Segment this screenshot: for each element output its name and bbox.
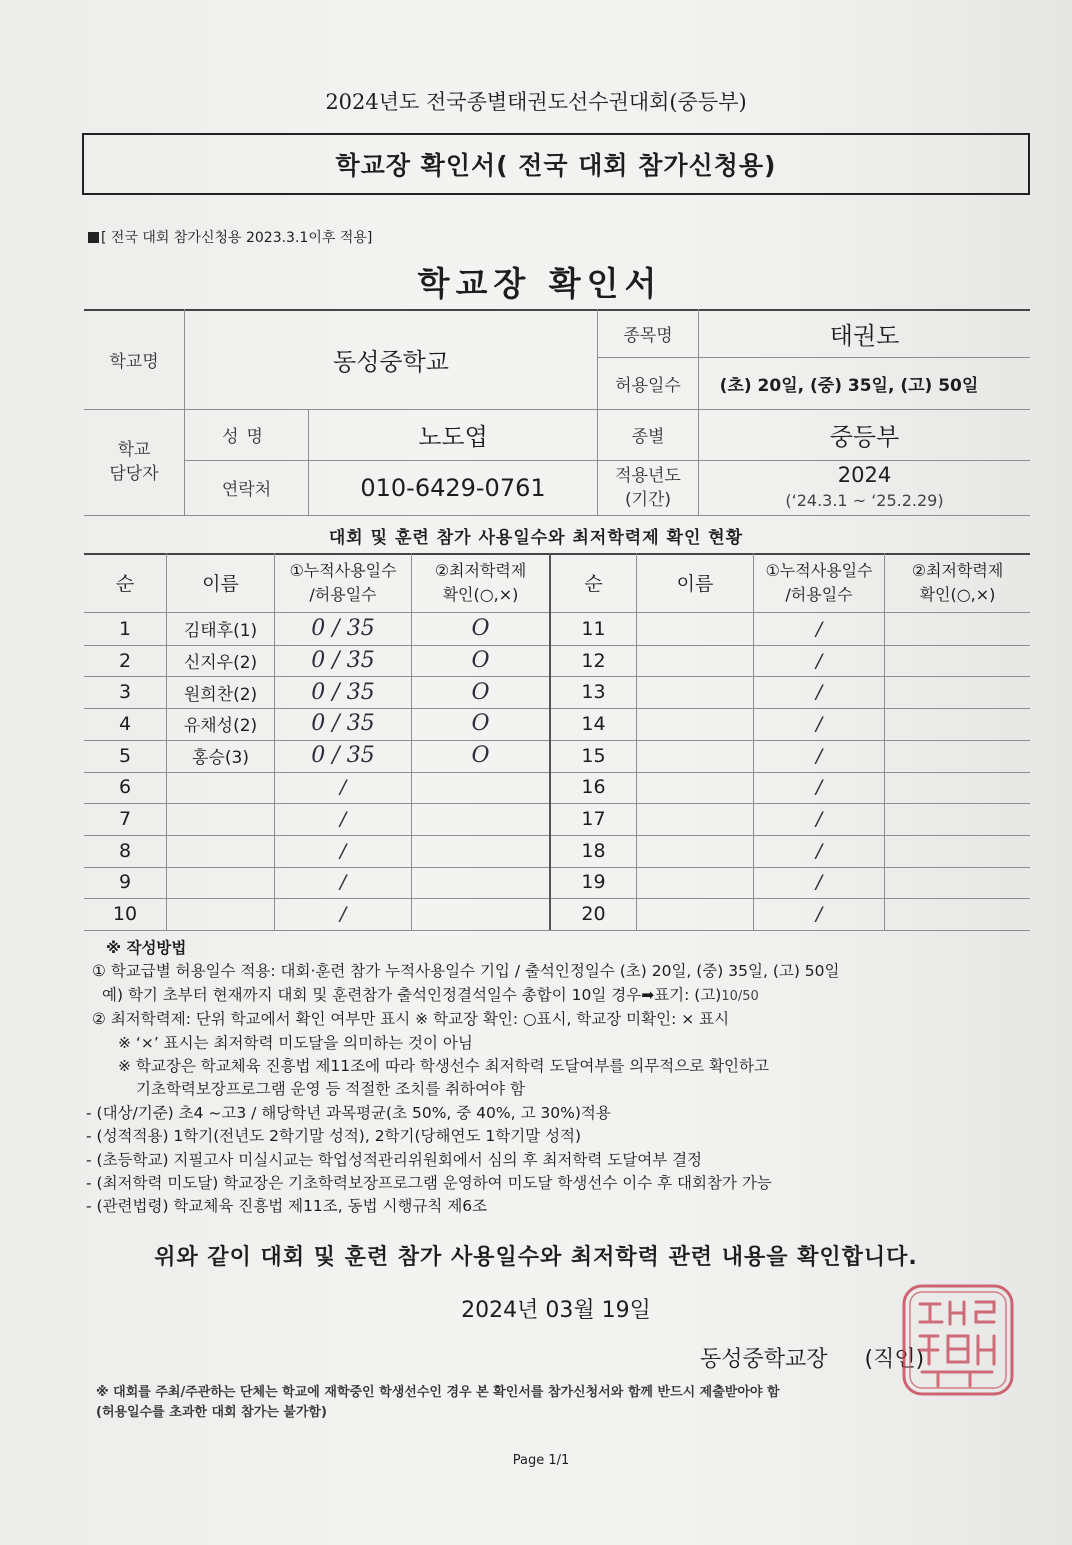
col-header-days-line2: /허용일수 <box>785 584 853 604</box>
row-number-left: 8 <box>118 839 132 862</box>
used-days-right: / <box>815 871 823 894</box>
applied-year: 2024 <box>837 462 892 487</box>
used-days-right: / <box>815 712 823 735</box>
athlete-name-right <box>637 867 753 899</box>
used-days-left: 0 / 35 <box>311 679 375 705</box>
note-line-1: ① 학교급별 허용일수 적용: 대회·훈련 참가 누적사용일수 기입 / 출석인정일수 (초) 20일, (중) 35일, (고) 50일 <box>92 962 840 981</box>
seal-mark-text: (직인) <box>864 1347 925 1372</box>
academic-check-right <box>885 676 1030 708</box>
form-title: 학교장 확인서( 전국 대회 참가신청용) <box>335 151 777 180</box>
division-label: 종별 <box>631 427 665 447</box>
allowed-days-label: 허용일수 <box>615 375 681 396</box>
contact-person-label-line1: 학교 <box>117 440 151 460</box>
used-days-right: / <box>815 808 823 831</box>
col-header-academic-line2: 확인(○,×) <box>919 584 996 604</box>
writing-instructions <box>86 937 1032 1219</box>
applied-year-label-line2: (기간) <box>624 489 672 510</box>
academic-check-right <box>885 740 1030 772</box>
applied-period: (‘24.3.1 ~ ‘25.2.29) <box>785 490 944 510</box>
academic-check-right <box>885 803 1030 835</box>
used-days-right: / <box>815 681 823 704</box>
row-number-left: 5 <box>118 744 132 767</box>
used-days-left: / <box>339 808 347 831</box>
confirmation-statement: 위와 같이 대회 및 훈련 참가 사용일수와 최저학력 관련 내용을 확인합니다. <box>154 1245 918 1270</box>
note-line-9: - (초등학교) 지필고사 미실시교는 학업성적관리위원회에서 심의 후 최저학력 도달여부 결정 <box>86 1150 703 1169</box>
used-days-right: / <box>815 617 823 640</box>
footer-note <box>96 1383 780 1423</box>
official-seal-stamp <box>898 1280 1018 1400</box>
event-name-value: 태권도 <box>829 321 900 350</box>
used-days-right: / <box>815 744 823 767</box>
row-number-left: 3 <box>118 681 132 704</box>
col-header-days-left <box>275 553 411 612</box>
row-number-right: 20 <box>581 903 606 926</box>
athlete-name-right <box>637 645 753 677</box>
applied-year-value <box>699 460 1030 515</box>
allowed-days-value: (초) 20일, (중) 35일, (고) 50일 <box>719 375 979 396</box>
academic-check-left: O <box>471 743 490 769</box>
athlete-name-right <box>637 803 753 835</box>
used-days-right: / <box>815 649 823 672</box>
applied-note-text: [ 전국 대회 참가신청용 2023.3.1이후 적용] <box>101 230 373 246</box>
page-number: Page 1/1 <box>512 1453 570 1468</box>
used-days-left: 0 / 35 <box>311 648 375 674</box>
applied-note <box>88 227 372 247</box>
contact-person-label-line2: 담당자 <box>109 464 159 484</box>
academic-check-right <box>885 898 1030 930</box>
row-number-right: 19 <box>581 871 606 894</box>
col-header-no-right: 순 <box>584 573 603 595</box>
athlete-name-left: 원희찬(2) <box>183 684 258 705</box>
used-days-left: / <box>339 839 347 862</box>
note-line-3: ② 최저학력제: 단위 학교에서 확인 여부만 표시 ※ 학교장 확인: ○표시, 학교장 미확인: × 표시 <box>92 1010 730 1029</box>
used-days-left: 0 / 35 <box>311 743 375 769</box>
row-number-left: 2 <box>118 649 132 672</box>
issue-date: 2024년 03월 19일 <box>461 1298 651 1323</box>
academic-check-left <box>412 772 549 804</box>
note-line-11: - (관련법령) 학교체육 진흥법 제11조, 동법 시행규칙 제6조 <box>86 1197 488 1216</box>
used-days-right: / <box>815 776 823 799</box>
athlete-name-right <box>637 708 753 740</box>
applied-year-label <box>598 460 698 515</box>
note-line-2-example: 10/50 <box>721 988 759 1004</box>
row-number-right: 11 <box>581 617 606 640</box>
used-days-right: / <box>815 839 823 862</box>
applied-year-label-line1: 적용년도 <box>615 465 681 486</box>
row-number-right: 18 <box>581 839 606 862</box>
row-number-left: 10 <box>112 903 138 926</box>
person-name-label: 성명 <box>222 427 271 447</box>
note-line-5: ※ 학교장은 학교체육 진흥법 제11조에 따라 학생선수 최저학력 도달여부를 의무적으로 확인하고 <box>118 1057 769 1076</box>
col-header-days-right <box>754 553 884 612</box>
athlete-name-left: 김태후(1) <box>183 621 258 642</box>
academic-check-left: O <box>471 711 490 737</box>
academic-check-right <box>885 772 1030 804</box>
row-number-right: 13 <box>581 681 606 704</box>
row-number-right: 12 <box>581 649 606 672</box>
phone-value: 010-6429-0761 <box>360 473 546 502</box>
col-header-days-line1: ①누적사용일수 <box>289 560 397 580</box>
phone-label: 연락처 <box>221 480 272 500</box>
col-header-academic-line2: 확인(○,×) <box>442 584 519 604</box>
contact-person-label <box>84 409 184 515</box>
col-header-academic-line1: ②최저학력제 <box>911 560 1004 580</box>
note-line-2-text: 예) 학기 초부터 현재까지 대회 및 훈련참가 출석인정결석일수 총합이 10일 경우➡표기: (고) <box>102 985 722 1004</box>
used-days-left: 0 / 35 <box>311 616 375 642</box>
academic-check-left: O <box>471 616 490 642</box>
row-number-right: 14 <box>581 712 606 735</box>
col-header-academic-left <box>412 553 549 612</box>
principal-signature-line <box>700 1342 924 1373</box>
athlete-name-right <box>637 898 753 930</box>
academic-check-right <box>885 645 1030 677</box>
academic-check-left <box>412 835 549 867</box>
athlete-name-right <box>637 676 753 708</box>
athlete-name-left: 신지우(2) <box>183 653 258 674</box>
academic-check-left <box>412 867 549 899</box>
principal-title: 동성중학교장 <box>700 1347 828 1372</box>
school-name-label: 학교명 <box>109 351 159 372</box>
note-line-6: 기초학력보장프로그램 운영 등 적절한 조치를 취하여야 함 <box>136 1080 525 1099</box>
col-header-academic-line1: ②최저학력제 <box>434 560 527 580</box>
row-number-left: 6 <box>118 776 132 799</box>
document-title: 학교장 확인서 <box>417 264 663 303</box>
athlete-name-left <box>167 867 274 899</box>
athlete-name-left <box>167 898 274 930</box>
col-header-days-line1: ①누적사용일수 <box>765 560 873 580</box>
athlete-name-right <box>637 740 753 772</box>
row-number-left: 4 <box>118 712 132 735</box>
athlete-name-right <box>637 613 753 645</box>
school-name-value: 동성중학교 <box>333 347 449 376</box>
academic-check-left: O <box>471 648 490 674</box>
col-header-academic-right <box>885 553 1030 612</box>
note-line-8: - (성적적용) 1학기(전년도 2학기말 성적), 2학기(당해연도 1학기말 성적) <box>86 1127 582 1146</box>
division-value: 중등부 <box>829 423 900 451</box>
academic-check-right <box>885 835 1030 867</box>
used-days-right: / <box>815 903 823 926</box>
square-bullet-icon <box>88 232 99 243</box>
person-name-value: 노도엽 <box>418 423 488 451</box>
col-header-no-left: 순 <box>115 573 135 595</box>
athlete-name-left <box>167 803 274 835</box>
used-days-left: / <box>339 903 347 926</box>
event-title: 2024년도 전국종별태권도선수권대회(중등부) <box>325 90 747 114</box>
note-line-2 <box>92 984 1032 1008</box>
footer-note-line-1: ※ 대회를 주최/주관하는 단체는 학교에 재학중인 학생선수인 경우 본 확인서를 참가신청서와 함께 반드시 제출받아야 함 <box>96 1385 780 1400</box>
row-number-right: 16 <box>581 776 606 799</box>
used-days-left: 0 / 35 <box>311 711 375 737</box>
academic-check-right <box>885 867 1030 899</box>
athlete-name-left: 홍승(3) <box>192 748 249 769</box>
academic-check-left <box>412 803 549 835</box>
used-days-left: / <box>339 776 347 799</box>
notes-heading: ※ 작성방법 <box>106 939 187 957</box>
academic-check-right <box>885 708 1030 740</box>
row-number-right: 15 <box>581 744 606 767</box>
academic-check-left <box>412 898 549 930</box>
section-title: 대회 및 훈련 참가 사용일수와 최저학력제 확인 현황 <box>328 528 744 548</box>
note-line-10: - (최저학력 미도달) 학교장은 기초학력보장프로그램 운영하여 미도달 학생선수 이수 후 대회참가 가능 <box>86 1174 772 1193</box>
athlete-name-left: 유채성(2) <box>183 716 258 737</box>
note-line-7: - (대상/기준) 초4 ~고3 / 해당학년 과목평균(초 50%, 중 40%, 고 30%)적용 <box>86 1103 611 1122</box>
athlete-name-right <box>637 772 753 804</box>
academic-check-right <box>885 613 1030 645</box>
athlete-name-left <box>167 772 274 804</box>
row-number-left: 1 <box>118 617 132 640</box>
col-header-days-line2: /허용일수 <box>309 584 377 604</box>
footer-note-line-2: (허용일수를 초과한 대회 참가는 불가함) <box>96 1405 327 1420</box>
form-title-box <box>82 133 1030 195</box>
athlete-name-left <box>167 835 274 867</box>
row-number-right: 17 <box>581 808 606 831</box>
academic-check-left: O <box>471 679 490 705</box>
used-days-left: / <box>339 871 347 894</box>
col-header-name-right: 이름 <box>676 573 714 595</box>
col-header-name-left: 이름 <box>202 573 239 595</box>
athlete-name-right <box>637 835 753 867</box>
event-name-label: 종목명 <box>623 325 673 346</box>
row-number-left: 7 <box>118 808 132 831</box>
row-number-left: 9 <box>118 871 132 894</box>
note-line-4: ※ ‘×’ 표시는 최저학력 미도달을 의미하는 것이 아님 <box>118 1033 473 1052</box>
